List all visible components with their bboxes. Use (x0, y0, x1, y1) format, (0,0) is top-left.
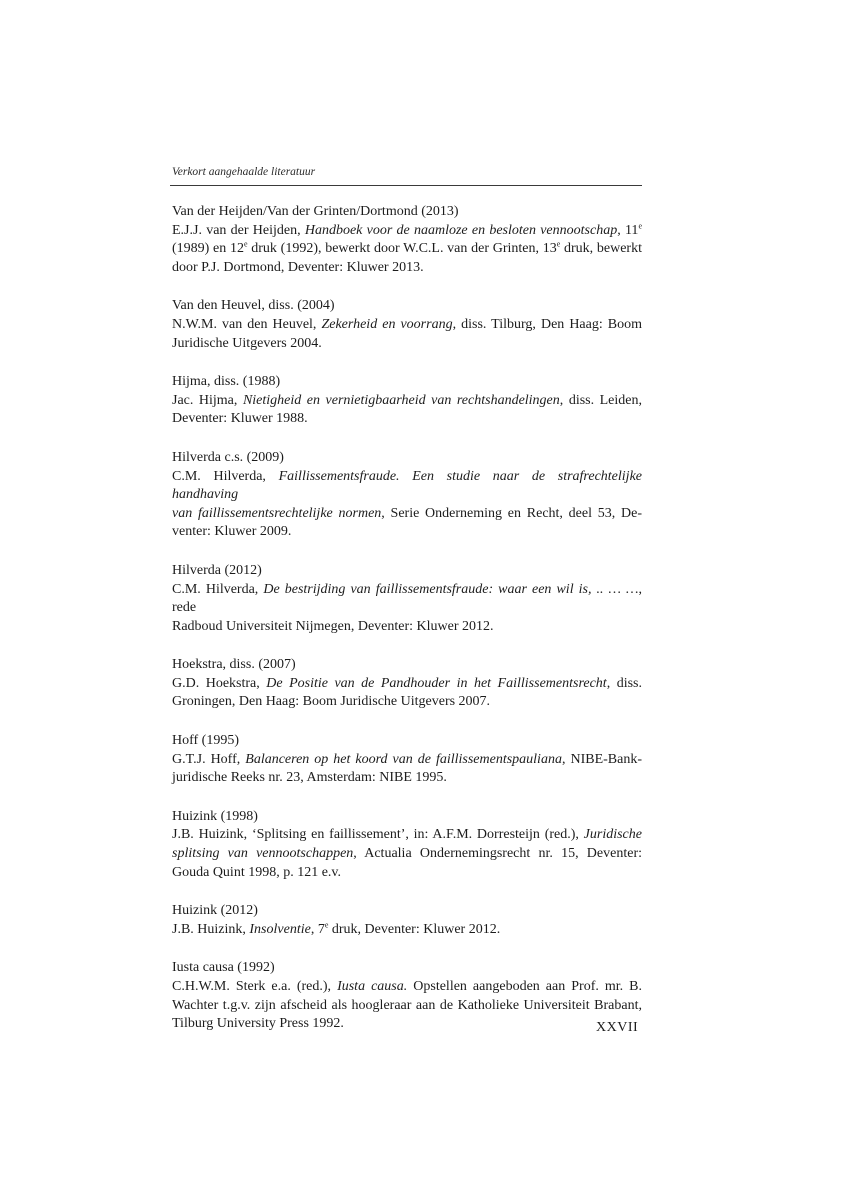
bibliography-entry (172, 656, 642, 712)
superscript: e (324, 920, 329, 930)
entry-reference-line (172, 581, 642, 618)
text-run: Jac. Hijma, (172, 392, 243, 408)
text-run: , 11 (617, 222, 639, 238)
entry-reference-line (172, 864, 642, 883)
entry-reference-line (172, 1015, 642, 1034)
text-run: Deventer: Kluwer 1988. (172, 411, 308, 427)
italic-title: Insolventie (249, 921, 311, 937)
text-run: E.J.J. van der Heijden, (172, 222, 305, 238)
superscript: e (243, 239, 248, 249)
entry-reference-line (172, 826, 642, 845)
bibliography-list (172, 203, 642, 1054)
text-run: (1989) en 12 (172, 241, 244, 257)
italic-title: Handboek voor de naamloze en besloten vennootschap (304, 222, 618, 238)
entry-citation-key: Huizink (2012) (172, 903, 258, 919)
entry-citation-key: Hilverda (2012) (172, 562, 262, 578)
superscript: e (556, 239, 561, 249)
text-run: J.B. Huizink, ‘Splitsing en faillissement’, in: A.F.M. Dorresteijn (red.), (172, 827, 584, 843)
entry-reference-line (172, 978, 642, 997)
italic-title: Balanceren op het koord van de faillissementspauliana (245, 751, 562, 767)
italic-title: De Positie van de Pandhouder in het Faillissementsrecht (266, 675, 607, 691)
bibliography-entry (172, 732, 642, 788)
italic-title: Nietigheid en vernietigbaarheid van rechtshandelingen (242, 392, 560, 408)
italic-title: splitsing van vennootschappen (172, 846, 354, 862)
bibliography-entry (172, 449, 642, 542)
bibliography-entry (172, 959, 642, 1033)
entry-citation-key: Hijma, diss. (1988) (172, 374, 281, 390)
entry-citation-key: Hoff (1995) (172, 733, 240, 749)
italic-title: Faillissementsfraude. Een studie naar de strafrechtelijke handhaving (172, 468, 642, 503)
entry-reference-line (172, 921, 642, 940)
entry-reference-line (172, 769, 642, 788)
italic-title: van faillissementsrechtelijke normen (172, 505, 382, 521)
text-run: G.T.J. Hoff, (172, 751, 246, 767)
superscript: e (638, 220, 642, 230)
text-run: Radboud Universiteit Nijmegen, Deventer: Kluwer 2012. (172, 618, 494, 634)
entry-reference-line (172, 335, 642, 354)
entry-reference-line (172, 618, 642, 637)
text-run: C.H.W.M. Sterk e.a. (red.), (172, 979, 338, 994)
entry-citation-key: Iusta causa (1992) (172, 960, 275, 976)
text-run: Groningen, Den Haag: Boom Juridische Uitgevers 2007. (172, 694, 491, 710)
text-run: G.D. Hoekstra, (172, 675, 267, 691)
entry-reference-line (172, 468, 642, 505)
entry-reference-line (172, 523, 642, 542)
text-run: juridische Reeks nr. 23, Amsterdam: NIBE 1995. (172, 770, 447, 786)
entry-citation-key: Hilverda c.s. (2009) (172, 449, 284, 465)
text-run: Tilburg University Press 1992. (172, 1016, 344, 1032)
text-run: , 7 (310, 921, 325, 937)
text-run: Gouda Quint 1998, p. 121 e.v. (172, 864, 342, 880)
text-run: Wachter t.g.v. zijn afscheid als hoogleraar aan de Katholieke Universiteit Brabant, (172, 997, 642, 1013)
text-run: , diss. Tilburg, Den Haag: Boom (452, 316, 643, 332)
header-rule (170, 185, 642, 186)
text-run: , rede (172, 581, 642, 616)
entry-citation-key: Hoekstra, diss. (2007) (172, 657, 296, 673)
italic-title: Iusta causa. (337, 979, 408, 994)
text-run: , Serie Onderneming en Recht, deel 53, De- (381, 505, 642, 521)
bibliography-entry (172, 373, 642, 429)
bibliography-entry (172, 203, 642, 277)
entry-reference-line (172, 259, 642, 278)
entry-reference-line (172, 693, 642, 712)
bibliography-entry (172, 562, 642, 636)
entry-reference-line (172, 845, 642, 864)
entry-reference-line (172, 751, 642, 770)
italic-title: Zekerheid en voorrang (321, 316, 453, 332)
bibliography-entry (172, 902, 642, 939)
text-run: C.M. Hilverda, (172, 468, 279, 484)
text-run: door P.J. Dortmond, Deventer: Kluwer 2013. (172, 259, 424, 275)
text-run: venter: Kluwer 2009. (172, 524, 292, 540)
bibliography-entry (172, 297, 642, 353)
text-run: N.W.M. van den Heuvel, (172, 316, 322, 332)
text-run: druk, bewerkt (560, 241, 642, 257)
text-run: , NIBE-Bank- (561, 751, 642, 767)
text-run: Opstellen aangeboden aan Prof. mr. B. (407, 979, 642, 994)
entry-citation-key: Van den Heuvel, diss. (2004) (172, 298, 335, 314)
text-run: , diss. Leiden, (559, 392, 642, 408)
text-run: J.B. Huizink, (172, 921, 250, 937)
entry-reference-line (172, 392, 642, 411)
text-run: , diss. (606, 675, 642, 691)
entry-reference-line (172, 505, 642, 524)
entry-reference-line (172, 997, 642, 1016)
italic-title: Juridische (583, 827, 642, 843)
entry-reference-line (172, 240, 642, 259)
running-head: Verkort aangehaalde literatuur (172, 166, 316, 178)
entry-reference-line (172, 410, 642, 429)
text-run: druk, Deventer: Kluwer 2012. (328, 921, 501, 937)
entry-reference-line (172, 316, 642, 335)
italic-title: De bestrijding van faillissementsfraude: waar een wil is, .. … … (263, 581, 639, 597)
text-run: , Actualia Ondernemingsrecht nr. 15, Deventer: (353, 846, 642, 862)
bibliography-entry (172, 808, 642, 882)
text-run: Juridische Uitgevers 2004. (172, 335, 322, 351)
entry-reference-line (172, 675, 642, 694)
text-run: C.M. Hilverda, (172, 581, 264, 597)
text-run: druk (1992), bewerkt door W.C.L. van der Grinten, 13 (247, 241, 557, 257)
entry-citation-key: Huizink (1998) (172, 808, 258, 824)
page-number: XXVII (596, 1020, 639, 1035)
entry-reference-line (172, 222, 642, 241)
entry-citation-key: Van der Heijden/Van der Grinten/Dortmond (2013) (172, 204, 459, 219)
